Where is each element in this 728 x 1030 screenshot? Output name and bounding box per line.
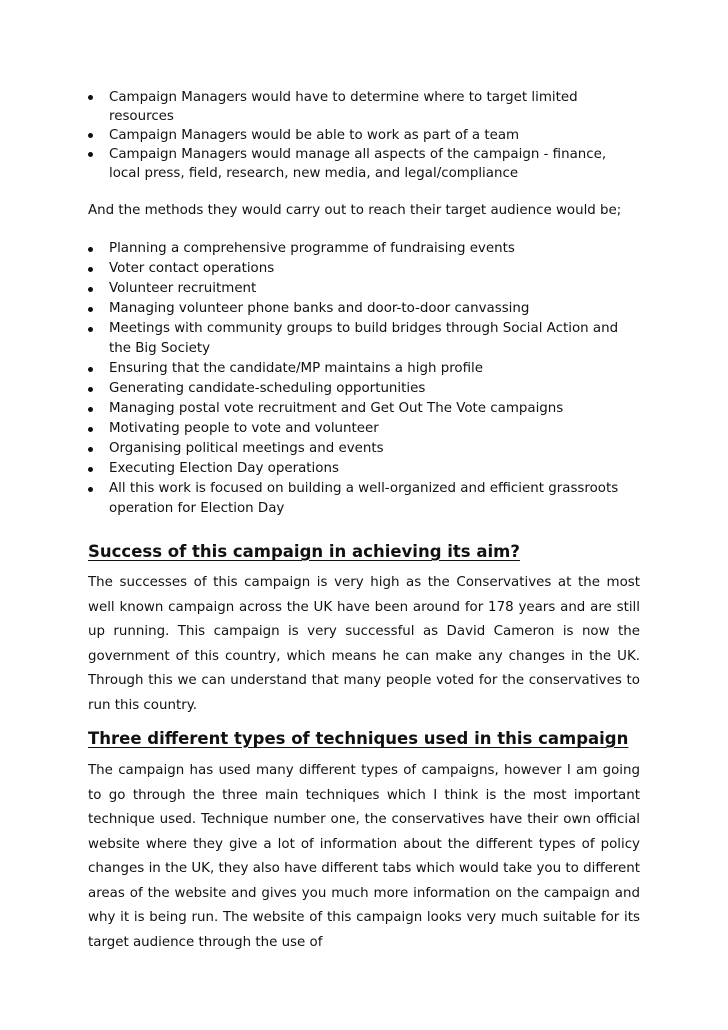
list-item [88, 459, 640, 479]
list-item [88, 399, 640, 419]
bullet-icon [88, 367, 93, 372]
bullet-icon [88, 247, 93, 252]
list-item [88, 126, 640, 145]
list-item-text: Managing postal vote recruitment and Get Out The Vote campaigns [109, 401, 564, 416]
list-item [88, 259, 640, 279]
bullet-icon [88, 387, 93, 392]
bullet-icon [88, 467, 93, 472]
list-item-text: All this work is focused on building a well-organized and efficient grassroots operation for Election Day [109, 481, 619, 516]
campaign-manager-roles-list [88, 88, 640, 183]
bullet-icon [88, 407, 93, 412]
list-item-text: Managing volunteer phone banks and door-to-door canvassing [109, 301, 530, 316]
document-content [88, 88, 640, 955]
bullet-icon [88, 487, 93, 492]
list-item [88, 88, 640, 126]
list-item [88, 145, 640, 183]
list-item [88, 419, 640, 439]
list-item [88, 279, 640, 299]
list-item [88, 439, 640, 459]
bullet-icon [88, 267, 93, 272]
list-item-text: Ensuring that the candidate/MP maintains a high profile [109, 361, 483, 376]
bullet-icon [88, 287, 93, 292]
techniques-heading: Three different types of techniques used in this campaign [88, 729, 629, 748]
list-item-text: Meetings with community groups to build bridges through Social Action and the Big Society [109, 321, 619, 356]
list-item-text: Voter contact operations [109, 261, 275, 276]
success-paragraph: The successes of this campaign is very high as the Conservatives at the most well known campaign across the UK have been around for 178 years and are still up running. This campaign is very successful as David Cameron is now the government of this country, which means he can make any changes in the UK. Through this we can understand that many people voted for the conservatives to run this country. [88, 575, 640, 713]
list-item [88, 359, 640, 379]
methods-intro: And the methods they would carry out to reach their target audience would be; [88, 203, 622, 218]
bullet-icon [88, 307, 93, 312]
bullet-icon [88, 427, 93, 432]
list-item-text: Planning a comprehensive programme of fundraising events [109, 241, 515, 256]
list-item [88, 239, 640, 259]
list-item-text: Executing Election Day operations [109, 461, 339, 476]
bullet-icon [88, 152, 93, 157]
list-item-text: Motivating people to vote and volunteer [109, 421, 379, 436]
techniques-paragraph: The campaign has used many different types of campaigns, however I am going to go through the three main techniques which I think is the most important technique used. Technique number one, the conservatives have their own official website where they give a lot of information about the different types of policy changes in the UK, they also have different tabs which would take you to different areas of the website and gives you much more information on the campaign and why it is being run. The website of this campaign looks very much suitable for its target audience through the use of [88, 763, 640, 950]
methods-list [88, 239, 640, 519]
bullet-icon [88, 327, 93, 332]
list-item [88, 479, 640, 519]
list-item-text: Generating candidate-scheduling opportunities [109, 381, 426, 396]
list-item [88, 299, 640, 319]
bullet-icon [88, 95, 93, 100]
list-item-text: Organising political meetings and events [109, 441, 384, 456]
success-heading: Success of this campaign in achieving its aim? [88, 542, 520, 561]
bullet-icon [88, 133, 93, 138]
list-item-text: Campaign Managers would be able to work as part of a team [109, 128, 520, 143]
list-item [88, 379, 640, 399]
bullet-icon [88, 447, 93, 452]
list-item-text: Volunteer recruitment [109, 281, 257, 296]
list-item-text: Campaign Managers would manage all aspects of the campaign - finance, local press, field, research, new media, and legal/compliance [109, 147, 607, 181]
list-item [88, 319, 640, 359]
list-item-text: Campaign Managers would have to determine where to target limited resources [109, 90, 578, 124]
